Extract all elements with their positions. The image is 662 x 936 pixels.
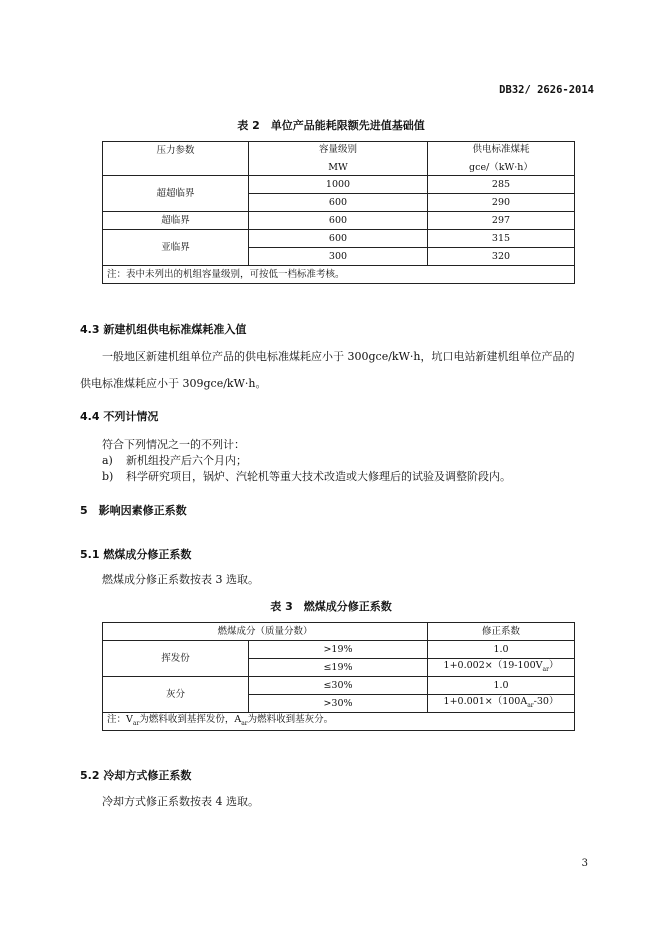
section-5-2-text: 冷却方式修正系数按表 4 选取。: [102, 795, 259, 808]
coal-cell: 290: [428, 194, 575, 212]
section-4-4-heading: 4.4 不列计情况: [80, 410, 159, 423]
capacity-cell: 300: [249, 248, 428, 266]
group-cell: 超超临界: [103, 176, 249, 212]
table2-header-pressure: 压力参数: [103, 142, 249, 176]
coal-cell: 320: [428, 248, 575, 266]
table3-note: 注：$V_{ar}$为燃料收到基挥发份，$A_{ar}$为燃料收到基灰分。: [103, 713, 575, 731]
table2-header-coal: 供电标准煤耗 gce/（kW·h）: [428, 142, 575, 176]
table-row: [103, 230, 575, 248]
table3: [102, 622, 575, 731]
table3-header-row: [103, 623, 575, 641]
section-5-heading: 5 影响因素修正系数: [80, 504, 187, 517]
capacity-cell: 1000: [249, 176, 428, 194]
page-number: 3: [581, 858, 588, 869]
table2-header-row: [103, 142, 575, 176]
table2-note: 注：表中未列出的机组容量级别，可按低一档标准考核。: [103, 266, 575, 284]
coef-cell: $1+0.002\times(19-100V_{ar})$: [428, 659, 575, 677]
section-4-4-intro: 符合下列情况之一的不列计：: [102, 438, 245, 451]
group-cell: 灰分: [103, 677, 249, 713]
table-row: [103, 212, 575, 230]
table2-header-capacity: 容量级别 MW: [249, 142, 428, 176]
table2-caption: 表 2 单位产品能耗限额先进值基础值: [237, 119, 425, 132]
group-cell: 超临界: [103, 212, 249, 230]
table3-header-composition: 燃煤成分（质量分数）: [103, 623, 428, 641]
table-row: [103, 176, 575, 194]
list-item: a) 新机组投产后六个月内；: [102, 454, 247, 467]
coef-cell: $1+0.001\times(100A_{ar}-30)$: [428, 695, 575, 713]
table-row: [103, 677, 575, 695]
section-4-3-heading: 4.3 新建机组供电标准煤耗准入值: [80, 323, 247, 336]
coef-cell: 1.0: [428, 641, 575, 659]
table3-note-row: [103, 713, 575, 731]
coal-cell: 285: [428, 176, 575, 194]
range-cell: >19%: [249, 641, 428, 659]
table2: [102, 141, 575, 284]
capacity-cell: 600: [249, 194, 428, 212]
table3-header-coefficient: 修正系数: [428, 623, 575, 641]
coal-cell: 297: [428, 212, 575, 230]
list-item: b) 科学研究项目，锅炉、汽轮机等重大技术改造或大修理后的试验及调整阶段内。: [102, 470, 511, 483]
capacity-cell: 600: [249, 230, 428, 248]
table3-caption: 表 3 燃煤成分修正系数: [270, 600, 392, 613]
range-cell: >30%: [249, 695, 428, 713]
coal-cell: 315: [428, 230, 575, 248]
document-code: DB32/ 2626-2014: [499, 84, 594, 96]
section-5-1-text: 燃煤成分修正系数按表 3 选取。: [102, 573, 259, 586]
table-row: [103, 641, 575, 659]
capacity-cell: 600: [249, 212, 428, 230]
group-cell: 挥发份: [103, 641, 249, 677]
section-5-1-heading: 5.1 燃煤成分修正系数: [80, 548, 192, 561]
range-cell: ≤19%: [249, 659, 428, 677]
range-cell: ≤30%: [249, 677, 428, 695]
section-5-2-heading: 5.2 冷却方式修正系数: [80, 769, 192, 782]
table2-note-row: [103, 266, 575, 284]
section-4-3-text: 一般地区新建机组单位产品的供电标准煤耗应小于 300gce/kW·h，坑口电站新建机组单位产品的供电标准煤耗应小于 309gce/kW·h。: [80, 350, 575, 390]
coef-cell: 1.0: [428, 677, 575, 695]
group-cell: 亚临界: [103, 230, 249, 266]
